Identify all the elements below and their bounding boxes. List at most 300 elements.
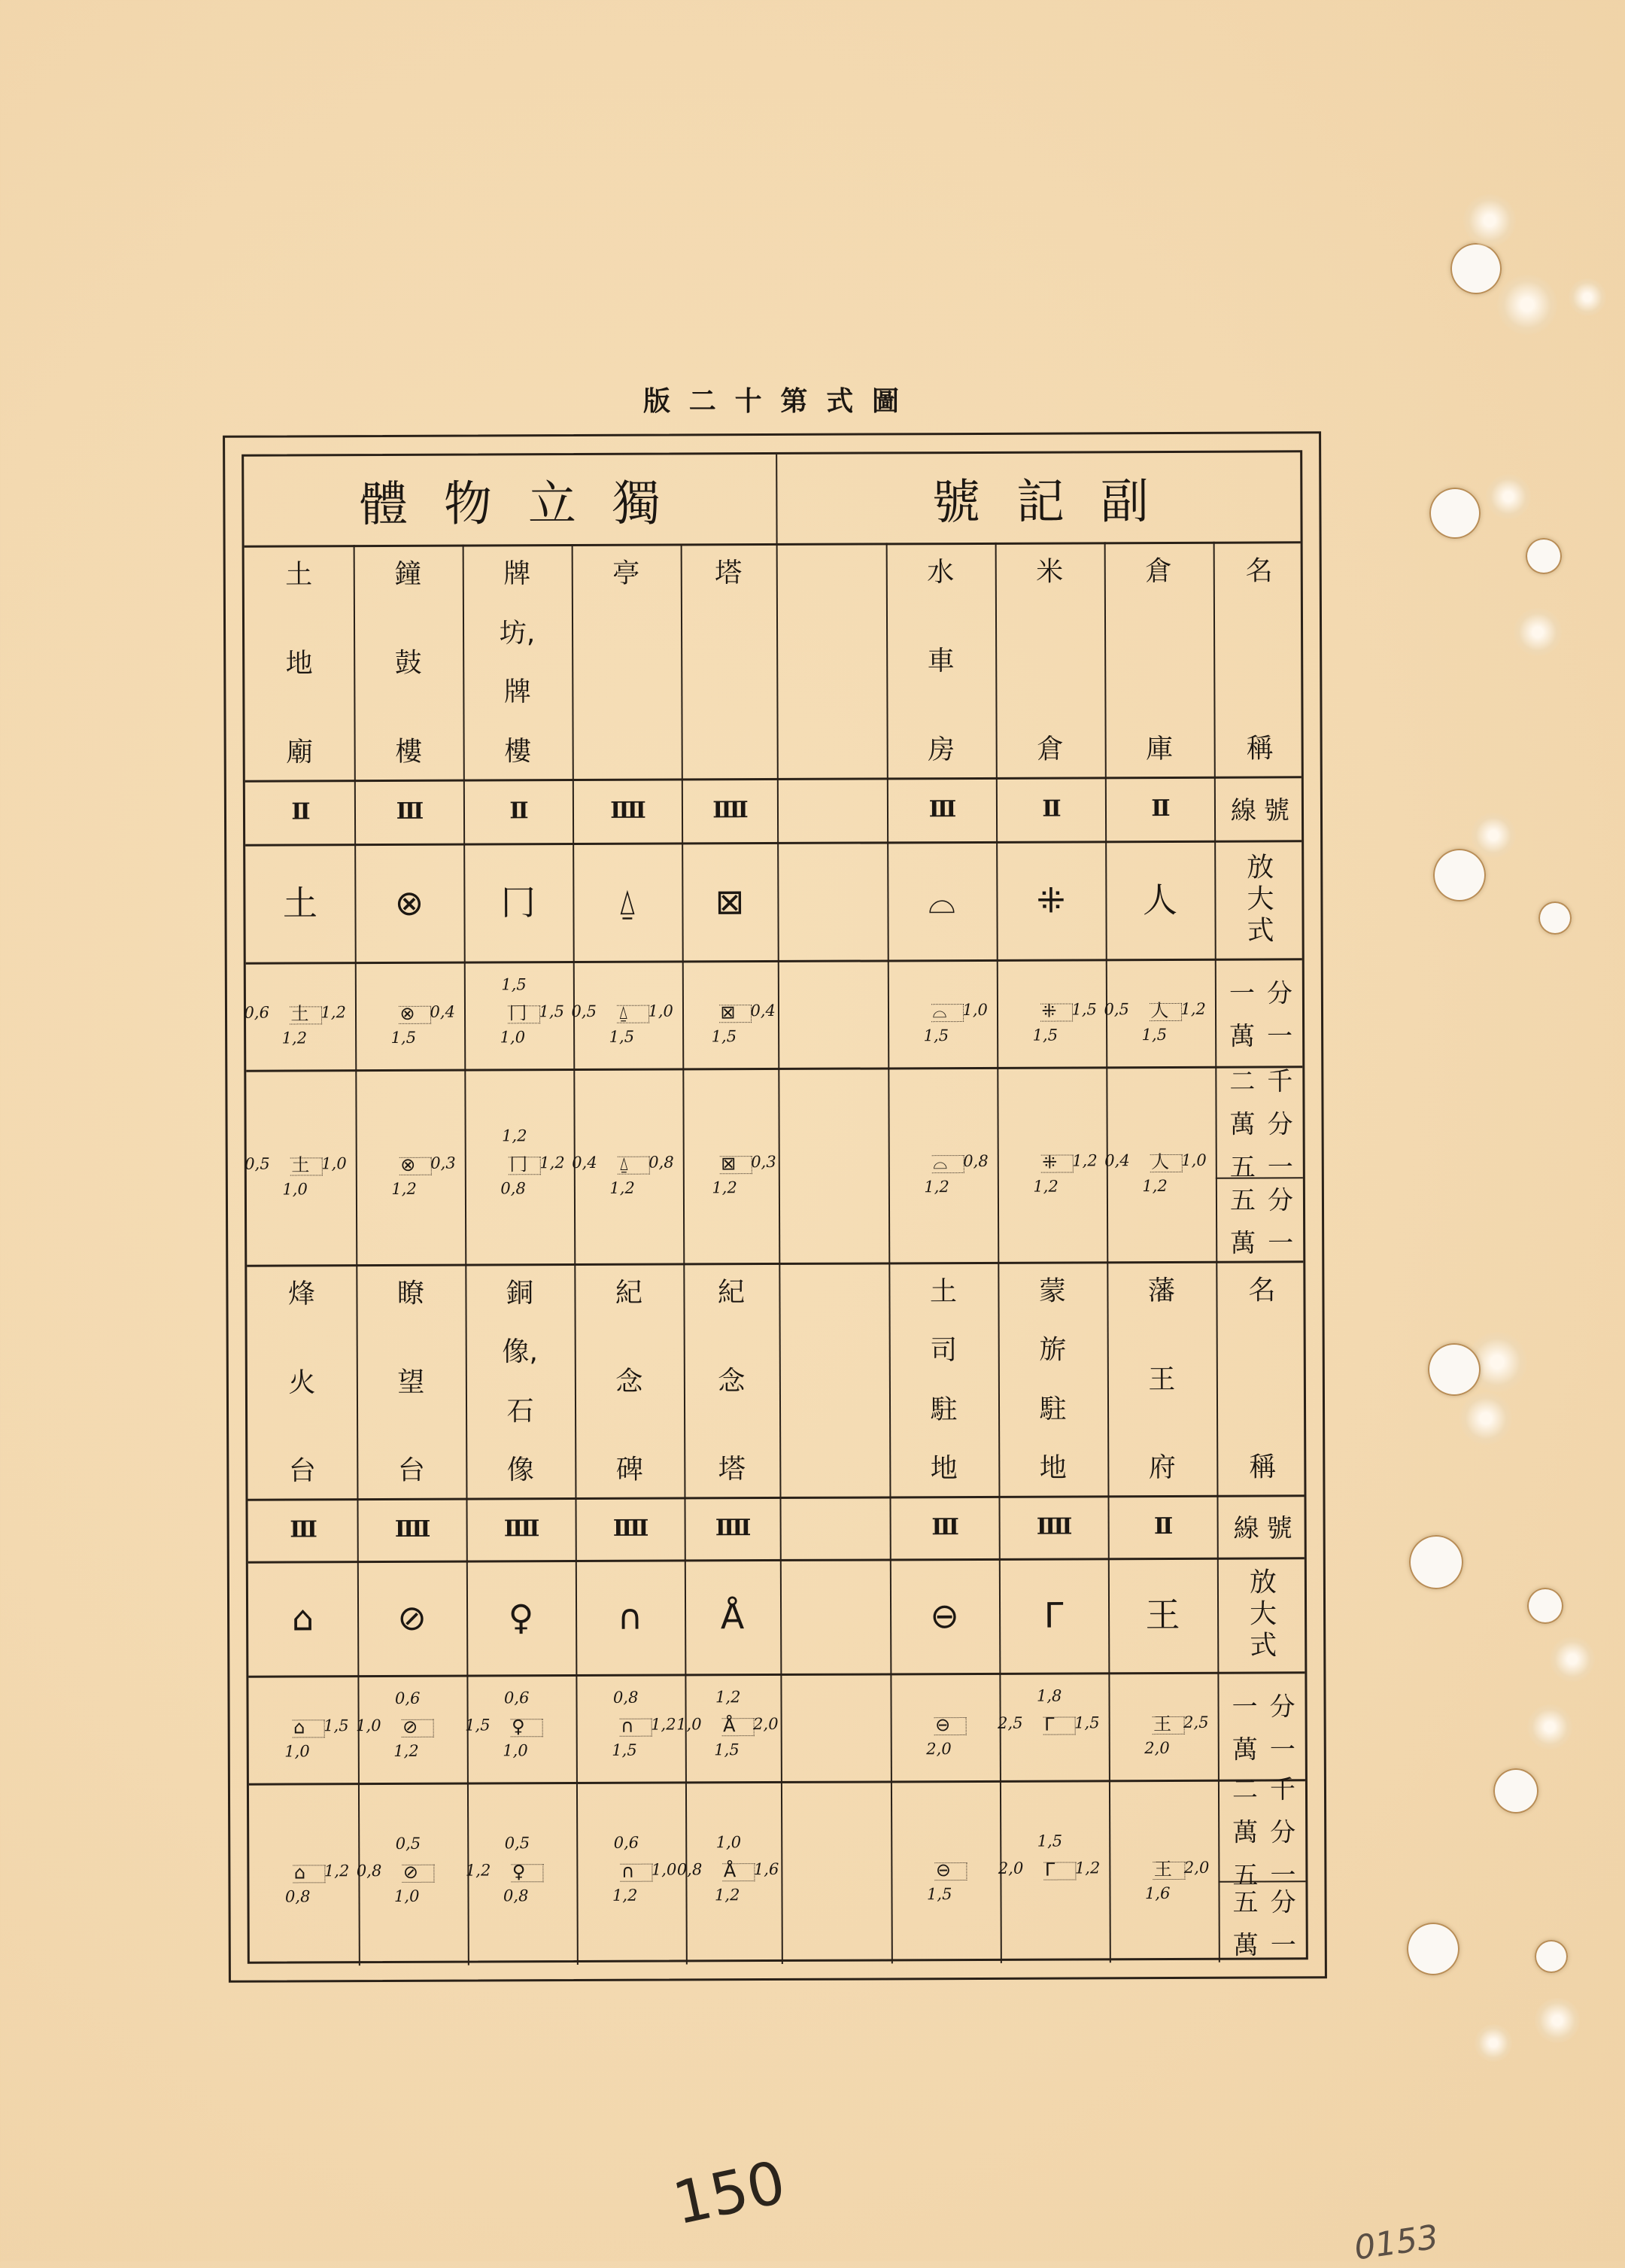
vertical-text — [1145, 555, 1174, 765]
enlarged-symbol-cell — [1108, 1558, 1218, 1673]
text-char: 火 — [288, 1367, 316, 1398]
text-char: 烽 — [287, 1278, 316, 1310]
row-label-scale-10000-cell — [1217, 1671, 1310, 1779]
section-title-char: 物 — [443, 476, 493, 533]
text-char: 地 — [285, 648, 313, 679]
scale-2-cell — [464, 1069, 574, 1264]
row-label-scale-10000-cell — [1215, 958, 1308, 1066]
line-code: Ⅲ — [928, 796, 955, 823]
dimension-value-bottom: 1,0 — [282, 1179, 308, 1199]
dimension-diagram — [995, 1123, 1108, 1206]
text-char: 駐 — [930, 1394, 958, 1425]
scale-2-cell — [997, 1066, 1107, 1262]
dimension-guide — [1040, 1000, 1072, 1022]
text-char: 念 — [615, 1366, 643, 1397]
vertical-text — [615, 1277, 643, 1485]
vertical-text — [394, 558, 423, 768]
dimension-value-right: 1,5 — [1074, 1713, 1100, 1731]
dimension-diagram — [886, 1123, 999, 1206]
dimension-value-right: 0,8 — [963, 1151, 989, 1170]
section-title-char: 獨 — [612, 476, 661, 532]
punch-hole — [1493, 1768, 1538, 1813]
dimension-diagram — [677, 1831, 790, 1914]
text-char: 一 — [1267, 1020, 1293, 1051]
punch-hole — [1407, 1923, 1459, 1975]
row-label-scale-50000-cell — [1218, 1880, 1310, 1962]
dimension-guide — [292, 1716, 324, 1737]
punch-hole — [1433, 849, 1486, 901]
scale-label-column — [1229, 1060, 1256, 1183]
row-label-scale-25000-cell — [1215, 1066, 1308, 1183]
plate-title — [643, 376, 899, 421]
punch-hole — [1526, 538, 1562, 574]
dimension-diagram — [466, 1832, 579, 1916]
symbol-glyph: Å — [723, 1859, 737, 1881]
line-code-cell — [1107, 1495, 1216, 1558]
scale-label-column — [1230, 1179, 1256, 1259]
scale-2-cell — [249, 1783, 359, 1966]
feature-name — [354, 545, 463, 780]
line-code: Ⅲ — [931, 1514, 957, 1541]
scale-10000-cell — [999, 1672, 1109, 1780]
dimension-guide — [619, 1715, 652, 1737]
scale-label-column — [1232, 1686, 1257, 1765]
beacon-tower-symbol-icon: ⌂ — [291, 1598, 314, 1639]
dimension-value-left: 0,5 — [1104, 999, 1129, 1018]
dimension-value-right: 1,2 — [1180, 999, 1206, 1018]
line-code-cell — [684, 1497, 779, 1559]
scale-10000-cell — [248, 1675, 358, 1783]
scale-2-cell — [682, 1068, 779, 1263]
text-char: 萬 — [1230, 1228, 1256, 1259]
scale-10000-cell — [997, 959, 1107, 1067]
dimension-value-bottom: 0,8 — [284, 1886, 311, 1906]
text-char: 庫 — [1146, 733, 1174, 765]
dimension-value-bottom: 1,5 — [1032, 1026, 1059, 1044]
text-char: 稱 — [1246, 733, 1274, 765]
line-code: Ⅱ — [1151, 795, 1168, 822]
text-char: 二 — [1232, 1774, 1259, 1805]
feature-name — [681, 543, 777, 778]
line-code-cell — [779, 1496, 889, 1559]
text-char: 萬 — [1232, 1930, 1259, 1961]
scale-label-column — [1267, 1060, 1293, 1183]
punch-hole — [1409, 1535, 1463, 1589]
scale-label-column — [1268, 1179, 1293, 1259]
dimension-value-right: 1,5 — [323, 1716, 349, 1734]
punch-hole — [1428, 1343, 1481, 1396]
dimension-value-top: 0,6 — [394, 1689, 421, 1707]
vertical-text — [285, 561, 313, 766]
text-char: 廟 — [286, 737, 314, 768]
dimension-diagram — [888, 1685, 1001, 1768]
symbol-glyph: ♀ — [512, 1860, 526, 1882]
scale-label-column — [1269, 1686, 1295, 1765]
line-code-cell — [575, 1497, 684, 1560]
dimension-guide — [722, 1859, 755, 1881]
text-char: 倉 — [1145, 555, 1173, 588]
dimension-value-top: 0,5 — [395, 1834, 421, 1853]
text-char: 碑 — [615, 1454, 643, 1485]
scale-10000-cell — [890, 1673, 1000, 1781]
torn-hole — [1459, 1392, 1512, 1445]
enlarged-symbol-cell — [354, 844, 464, 962]
dimension-value-bottom: 1,2 — [281, 1028, 308, 1047]
line-code: Ⅱ — [1153, 1513, 1171, 1540]
scale-10000-cell — [676, 1674, 781, 1781]
dimension-value-right: 1,6 — [753, 1859, 779, 1878]
line-code-cell — [463, 779, 573, 844]
bell-drum-tower-symbol-icon: ⊗ — [394, 882, 424, 923]
feature-name — [463, 544, 573, 780]
scale-label-column — [1270, 1881, 1295, 1961]
vertical-text — [287, 1278, 316, 1487]
line-code-cell — [354, 780, 463, 844]
dimension-value-bottom: 1,5 — [612, 1741, 637, 1759]
dimension-guide — [1149, 999, 1181, 1021]
text-char: 倉 — [1037, 734, 1065, 765]
dimension-value-right: 0,4 — [750, 1001, 776, 1020]
symbol-glyph: ᒥ — [1044, 1859, 1055, 1880]
dimension-diagram — [995, 971, 1107, 1055]
text-char: 線 — [1233, 1513, 1259, 1544]
row-label-enlarged — [1250, 1569, 1277, 1659]
symbol-glyph: 冂 — [509, 1002, 527, 1023]
text-char: 萬 — [1229, 1021, 1256, 1052]
symbol-glyph: ⊗ — [399, 1002, 415, 1024]
dimension-value-right: 1,0 — [651, 1860, 677, 1879]
dimension-value-left: 1,0 — [356, 1716, 381, 1734]
scale-2-cell — [1000, 1780, 1110, 1963]
row-label-scale-50000 — [1232, 1881, 1295, 1961]
water-wheel-house-symbol-icon: ⌓ — [928, 880, 956, 921]
line-code: Ⅲ — [290, 1516, 315, 1543]
dimension-value-right: 1,2 — [320, 1002, 346, 1021]
torn-hole — [1550, 1637, 1595, 1682]
section-title-independent-objects — [244, 455, 776, 546]
torn-hole — [1514, 608, 1562, 656]
dimension-value-bottom: 1,2 — [393, 1741, 419, 1760]
text-char: 一 — [1270, 1930, 1296, 1961]
row-label-enlarged — [1247, 851, 1274, 947]
torn-hole — [1497, 275, 1557, 335]
row-label-enlarged-cell — [1214, 840, 1307, 958]
text-char: 米 — [1036, 556, 1064, 588]
dimension-value-bottom: 1,5 — [923, 1026, 949, 1044]
text-char: 分 — [1267, 1184, 1294, 1215]
symbol-glyph: ⊖ — [935, 1859, 952, 1880]
torn-hole — [1535, 1998, 1580, 2043]
line-code-cell — [777, 777, 887, 842]
dimension-value-top: 1,5 — [1037, 1832, 1063, 1850]
line-code-cell — [682, 778, 777, 842]
torn-hole — [1463, 194, 1516, 247]
dimension-diagram — [1107, 1684, 1220, 1768]
text-char: 土 — [285, 559, 313, 591]
line-code-cell — [998, 1495, 1107, 1558]
dimension-value-top: 1,2 — [715, 1687, 741, 1706]
dimension-guide — [718, 1001, 751, 1023]
symbol-glyph: Å — [723, 1714, 736, 1736]
text-char: 一 — [1269, 1734, 1295, 1765]
dimension-guide — [1043, 1713, 1075, 1735]
dimension-diagram — [247, 1688, 360, 1771]
dimension-value-right: 0,3 — [430, 1154, 456, 1172]
symbol-glyph: ⌂ — [293, 1861, 306, 1883]
text-char: 分 — [1267, 1108, 1293, 1139]
dimension-value-bottom: 1,2 — [714, 1885, 740, 1904]
dimension-value-left: 1,0 — [676, 1714, 702, 1734]
dimension-value-top: 0,6 — [503, 1688, 530, 1707]
text-char: 鼓 — [394, 647, 422, 679]
symbol-glyph: ⁜ — [1042, 1151, 1058, 1173]
row-label-name — [1213, 541, 1306, 776]
enlarged-symbol-cell — [248, 1561, 358, 1676]
dimension-guide — [1152, 1713, 1184, 1734]
dimension-guide — [934, 1713, 966, 1735]
dimension-guide — [1150, 1151, 1182, 1172]
section-title-char: 體 — [359, 476, 409, 534]
text-char: 牌 — [503, 676, 531, 708]
text-char: 一 — [1268, 1227, 1294, 1258]
dimension-diagram — [572, 1124, 685, 1208]
row-label-line-code-cell — [1216, 1494, 1308, 1557]
vertical-text — [499, 558, 536, 768]
dimension-value-left: 1,2 — [465, 1860, 491, 1880]
enlarged-symbol-cell — [685, 1559, 781, 1674]
feature-name — [998, 1261, 1107, 1496]
text-char: 紀 — [717, 1277, 746, 1309]
line-code-cell — [357, 1498, 466, 1561]
dimension-value-right: 2,5 — [1183, 1713, 1209, 1731]
text-char: 藩 — [1147, 1275, 1176, 1307]
dimension-guide — [934, 1859, 967, 1880]
feature-name — [683, 1263, 779, 1497]
dimension-value-left: 0,5 — [571, 1002, 597, 1020]
warehouse-symbol-icon: 人 — [1142, 879, 1178, 920]
text-char: 萬 — [1229, 1109, 1256, 1140]
section-title-char: 副 — [1100, 474, 1150, 531]
text-char: 亭 — [612, 558, 640, 589]
torn-hole — [1471, 813, 1516, 858]
scale-10000-cell — [357, 1675, 467, 1783]
row-label-line-code — [1231, 789, 1289, 826]
enlarged-symbol-cell — [463, 843, 573, 962]
feature-name — [465, 1263, 575, 1498]
plate-title-char: 第 — [780, 385, 808, 417]
text-char: 五 — [1232, 1887, 1259, 1918]
dimension-value-left: 0,8 — [356, 1861, 382, 1880]
dimension-value-bottom: 0,8 — [503, 1886, 529, 1905]
punch-hole — [1535, 1940, 1568, 1973]
dimension-value-bottom: 1,6 — [1144, 1883, 1171, 1902]
dimension-guide — [510, 1715, 542, 1737]
row-label-enlarged-cell — [1217, 1557, 1310, 1671]
dimension-value-bottom: 1,5 — [926, 1884, 952, 1903]
symbol-glyph: ⊠ — [720, 1001, 736, 1023]
text-char: 樓 — [395, 736, 423, 768]
enlarged-symbol-cell — [576, 1559, 685, 1674]
dimension-value-right: 0,4 — [430, 1002, 455, 1021]
enlarged-symbol-cell — [996, 841, 1106, 959]
dimension-diagram — [571, 973, 684, 1056]
text-char: 線 — [1230, 795, 1257, 826]
mongol-banner-residence-symbol-icon: ᒥ — [1043, 1595, 1064, 1636]
feature-name — [247, 1264, 357, 1499]
dimension-diagram — [674, 1123, 787, 1207]
dimension-guide — [1040, 1151, 1073, 1173]
dimension-diagram — [245, 1126, 357, 1209]
dimension-value-top: 0,8 — [612, 1688, 639, 1707]
torn-hole — [1527, 1704, 1572, 1750]
text-char: 萬 — [1232, 1734, 1258, 1765]
memorial-arch-symbol-icon: 冂 — [500, 881, 536, 923]
text-char: 分 — [1270, 1887, 1296, 1918]
scale-10000-cell — [355, 962, 465, 1070]
text-char: 塔 — [718, 1454, 746, 1485]
memorial-tower-symbol-icon: Å — [720, 1596, 745, 1637]
text-char: 放 — [1247, 851, 1274, 883]
text-char: 車 — [927, 646, 955, 677]
dimension-diagram — [673, 972, 786, 1056]
text-char: 坊, — [499, 617, 536, 649]
text-char: 鐘 — [394, 558, 422, 590]
scale-2-cell — [676, 1781, 782, 1964]
line-code: ⅢⅠ — [612, 1515, 647, 1542]
symbol-glyph: ∩ — [621, 1715, 634, 1737]
earth-god-temple-symbol-icon: 土 — [282, 882, 318, 924]
line-code-cell — [573, 778, 682, 843]
symbol-glyph: ♀ — [512, 1715, 525, 1737]
dimension-diagram — [676, 1686, 789, 1769]
dimension-value-right: 1,0 — [1181, 1151, 1207, 1169]
dimension-value-right: 1,2 — [651, 1715, 676, 1734]
text-char: 土 — [929, 1276, 958, 1308]
symbol-glyph: 土 — [290, 1002, 309, 1024]
symbol-glyph: 王 — [1153, 1713, 1172, 1734]
dimension-value-bottom: 1,2 — [609, 1178, 635, 1197]
line-code: ⅢⅠ — [503, 1516, 538, 1543]
text-char: 式 — [1247, 914, 1274, 947]
feature-name — [245, 545, 354, 780]
dimension-value-left: 0,5 — [245, 1154, 270, 1173]
symbol-glyph: ⍙ — [618, 1002, 629, 1023]
dimension-value-bottom: 0,8 — [500, 1178, 526, 1197]
text-char: 蒙 — [1038, 1275, 1067, 1307]
dimension-diagram — [575, 1832, 688, 1915]
vertical-text — [612, 558, 640, 765]
symbol-glyph: 人 — [1151, 1151, 1170, 1172]
dimension-diagram — [998, 1685, 1110, 1768]
enlarged-symbol-cell — [466, 1560, 576, 1675]
plate-title-char: 式 — [826, 385, 854, 417]
text-char: 房 — [928, 734, 955, 766]
row-label-scale-10000 — [1229, 972, 1292, 1052]
dimension-value-bottom: 2,0 — [1144, 1738, 1170, 1757]
text-char: 石 — [506, 1395, 534, 1427]
dimension-diagram — [889, 1830, 1002, 1914]
text-char: 樓 — [504, 736, 532, 768]
rice-granary-symbol-icon: ⁜ — [1036, 880, 1066, 921]
vertical-text — [396, 1278, 425, 1486]
handwritten-page-number: 150 — [667, 2148, 791, 2239]
line-code: ⅢⅠ — [715, 1515, 749, 1542]
feature-name — [1107, 1261, 1216, 1496]
line-code-cell — [245, 780, 354, 844]
symbol-glyph: ⌓ — [933, 1151, 948, 1173]
dimension-guide — [402, 1861, 434, 1883]
symbol-glyph: ⍙ — [618, 1153, 630, 1175]
scale-10000-cell — [1108, 1672, 1218, 1780]
row-label-name — [1216, 1260, 1308, 1494]
text-char: 稱 — [1249, 1452, 1277, 1483]
statue-symbol-icon: ♀ — [508, 1597, 534, 1638]
watchtower-symbol-icon: ⊘ — [397, 1597, 427, 1638]
text-char: 塔 — [715, 558, 743, 589]
row-label-scale-10000 — [1232, 1686, 1295, 1765]
dimension-value-bottom: 1,0 — [503, 1741, 528, 1759]
dimension-diagram — [462, 974, 575, 1057]
dimension-value-right: 1,0 — [648, 1002, 673, 1020]
symbol-glyph: ⊘ — [402, 1861, 419, 1883]
dimension-value-bottom: 1,2 — [612, 1886, 638, 1905]
dimension-diagram — [998, 1830, 1111, 1914]
row-label-scale-25000 — [1232, 1768, 1296, 1891]
line-code: ⅢⅠ — [610, 797, 644, 824]
vertical-text — [1036, 556, 1065, 765]
dimension-value-top: 1,5 — [501, 974, 527, 993]
plate-title-char: 版 — [643, 385, 671, 417]
vertical-text — [1038, 1275, 1067, 1484]
dimension-guide — [290, 1154, 322, 1175]
text-char: 一 — [1232, 1692, 1258, 1722]
feature-name — [356, 1264, 466, 1499]
symbol-glyph: ⌂ — [293, 1716, 305, 1737]
enlarged-symbol-cell — [999, 1558, 1109, 1673]
text-char: 式 — [1250, 1630, 1277, 1661]
row-label-scale-25000-cell — [1218, 1774, 1311, 1891]
dimension-value-left: 2,5 — [998, 1713, 1023, 1732]
scale-10000-cell — [466, 1674, 576, 1783]
scale-10000-cell — [464, 961, 574, 1069]
dimension-guide — [1043, 1859, 1076, 1880]
dimension-diagram — [354, 1125, 466, 1208]
text-char: 千 — [1267, 1066, 1293, 1096]
text-char: 府 — [1148, 1452, 1176, 1484]
scale-10000-cell — [573, 960, 683, 1069]
text-char: 司 — [930, 1335, 958, 1367]
plate-title-char: 二 — [688, 385, 716, 417]
vertical-text — [1147, 1275, 1176, 1484]
tusi-residence-symbol-icon: ⊖ — [930, 1595, 959, 1637]
line-code: ⅢⅠ — [394, 1516, 429, 1543]
line-code-cell — [1105, 777, 1214, 841]
dimension-diagram — [1104, 971, 1216, 1054]
dimension-value-bottom: 1,5 — [1141, 1025, 1168, 1044]
dimension-guide — [511, 1860, 543, 1882]
dimension-diagram — [885, 971, 998, 1055]
line-code: Ⅱ — [1042, 795, 1059, 822]
dimension-value-bottom: 1,2 — [391, 1179, 417, 1198]
text-char: 五 — [1229, 1152, 1256, 1183]
text-char: 二 — [1229, 1066, 1256, 1097]
text-char: 地 — [1039, 1452, 1067, 1484]
symbol-glyph: ⊗ — [400, 1154, 416, 1175]
scale-label-column — [1229, 972, 1255, 1052]
dimension-value-bottom: 1,2 — [924, 1177, 949, 1196]
text-char: 號 — [1263, 795, 1290, 826]
enlarged-symbol-cell — [357, 1561, 467, 1676]
